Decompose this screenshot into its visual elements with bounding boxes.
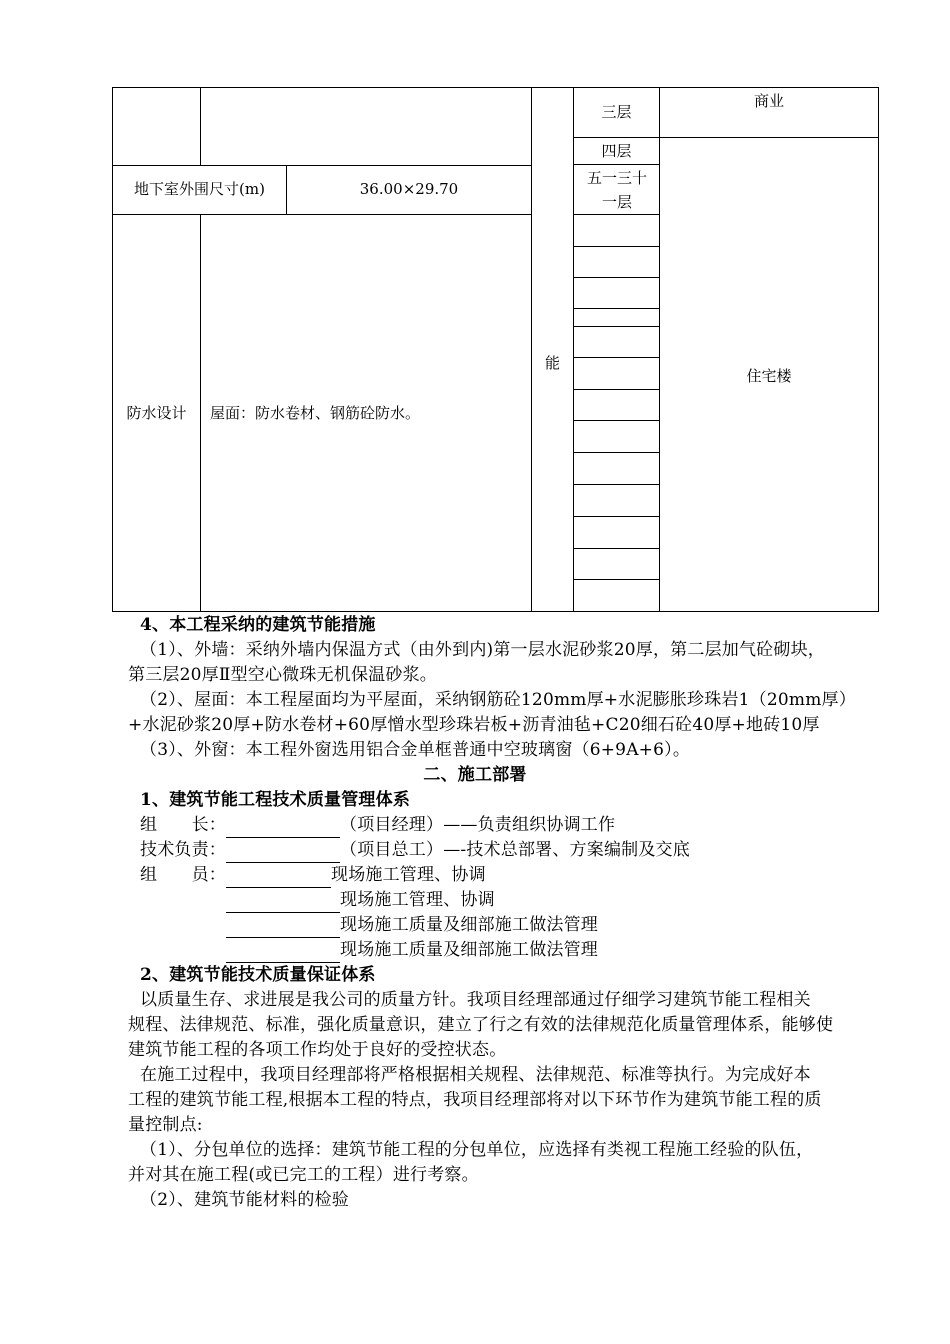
waterproof-label: 防水设计 [126, 404, 187, 422]
table-divider [573, 137, 879, 138]
table-divider [573, 308, 660, 309]
table-divider [573, 326, 660, 327]
member-row-2 [226, 888, 495, 913]
table-divider [573, 452, 660, 453]
basement-value: 36.00×29.70 [359, 180, 459, 198]
leader-desc: （项目经理）——负责组织协调工作 [340, 815, 616, 835]
p3-item2: （2）、建筑节能材料的检验 [140, 1190, 349, 1210]
tech-row [140, 838, 690, 863]
member-desc-4: 现场施工质量及细部施工做法管理 [340, 940, 598, 960]
table-divider [573, 548, 660, 549]
table-divider [573, 87, 574, 612]
p2-line1: 在施工过程中，我项目经理部将严格根据相关规程、法律规范、标准等执行。为完成好本 [140, 1065, 811, 1085]
leader-row [140, 813, 615, 838]
tech-label: 技术负责： [140, 840, 226, 860]
part2-sub1: 1、建筑节能工程技术质量管理体系 [140, 790, 411, 810]
table-divider [573, 389, 660, 390]
p2-line2: 工程的建筑节能工程,根据本工程的特点，我项目经理部将对以下环节作为建筑节能工程的质 [128, 1090, 822, 1110]
member-desc-2: 现场施工管理、协调 [340, 890, 495, 910]
table-divider [659, 87, 660, 612]
use-residential: 住宅楼 [746, 367, 792, 385]
member-label: 组 员： [140, 865, 226, 885]
member-blank-1[interactable] [226, 867, 331, 888]
table-divider [573, 579, 660, 580]
section4-item1-line2: 第三层20厚Ⅱ型空心微珠无机保温砂浆。 [128, 665, 437, 685]
table-divider [573, 277, 660, 278]
floor-4: 四层 [601, 142, 632, 160]
part2-title: 二、施工部署 [423, 765, 527, 785]
p1-line2: 规程、法律规范、标准，强化质量意识，建立了行之有效的法律规范化质量管理体系，能够使 [128, 1015, 834, 1035]
p3-item1-line1: （1）、分包单位的选择：建筑节能工程的分包单位，应选择有类视工程施工经验的队伍， [140, 1140, 814, 1160]
p1-line1: 以质量生存、求进展是我公司的质量方针。我项目经理部通过仔细学习建筑节能工程相关 [140, 990, 811, 1010]
table-divider [573, 246, 660, 247]
leader-blank[interactable] [226, 817, 340, 838]
section4-item3: （3）、外窗：本工程外窗选用铝合金单框普通中空玻璃窗（6+9A+6）。 [140, 740, 691, 760]
member-row-4 [226, 938, 598, 963]
p1-line3: 建筑节能工程的各项工作均处于良好的受控状态。 [128, 1040, 507, 1060]
table-divider [573, 164, 660, 165]
member-row-3 [226, 913, 598, 938]
p2-line3: 量控制点: [128, 1115, 203, 1135]
member-blank-2[interactable] [226, 892, 340, 913]
section4-item2-line1: （2）、屋面：本工程屋面均为平屋面，采纳钢筋砼120mm厚+水泥膨胀珍珠岩1（20mm厚） [140, 690, 856, 710]
table-divider [573, 420, 660, 421]
member-blank-3[interactable] [226, 917, 340, 938]
table-divider [200, 214, 201, 612]
member-desc-1: 现场施工管理、协调 [331, 865, 486, 885]
p3-item1-line2: 并对其在施工程(或已完工的工程）进行考察。 [128, 1165, 479, 1185]
floor-5-31: 五一三十一层 [586, 169, 647, 211]
floor-3: 三层 [601, 103, 632, 121]
table-divider [573, 484, 660, 485]
part2-sub2: 2、建筑节能技术质量保证体系 [140, 965, 376, 985]
section4-item2-line2: +水泥砂浆20厚+防水卷材+60厚憎水型珍珠岩板+沥青油毡+C20细石砼40厚+地砖10厚 [128, 715, 820, 735]
waterproof-value: 屋面：防水卷材、钢筋砼防水。 [210, 404, 421, 422]
member-blank-4[interactable] [226, 942, 340, 963]
table-divider [573, 516, 660, 517]
table-divider [573, 214, 660, 215]
function-label: 能 [544, 354, 560, 372]
tech-blank[interactable] [226, 842, 340, 863]
table-divider [112, 214, 532, 215]
tech-desc: （项目总工）—-技术总部署、方案编制及交底 [340, 840, 690, 860]
member-desc-3: 现场施工质量及细部施工做法管理 [340, 915, 598, 935]
section4-item1-line1: （1）、外墙：采纳外墙内保温方式（由外到内)第一层水泥砂浆20厚，第二层加气砼砌块， [140, 640, 825, 660]
table-border-bottom [112, 611, 879, 612]
leader-label: 组 长： [140, 815, 226, 835]
table-border-top [112, 87, 879, 88]
section4-heading: 4、本工程采纳的建筑节能措施 [140, 615, 376, 635]
member-row-1 [140, 863, 486, 888]
table-border-right [878, 87, 879, 612]
use-commercial: 商业 [753, 92, 784, 110]
table-divider [573, 357, 660, 358]
table-divider [112, 165, 532, 166]
basement-label: 地下室外围尺寸(m) [134, 180, 265, 198]
table-divider [200, 87, 201, 165]
